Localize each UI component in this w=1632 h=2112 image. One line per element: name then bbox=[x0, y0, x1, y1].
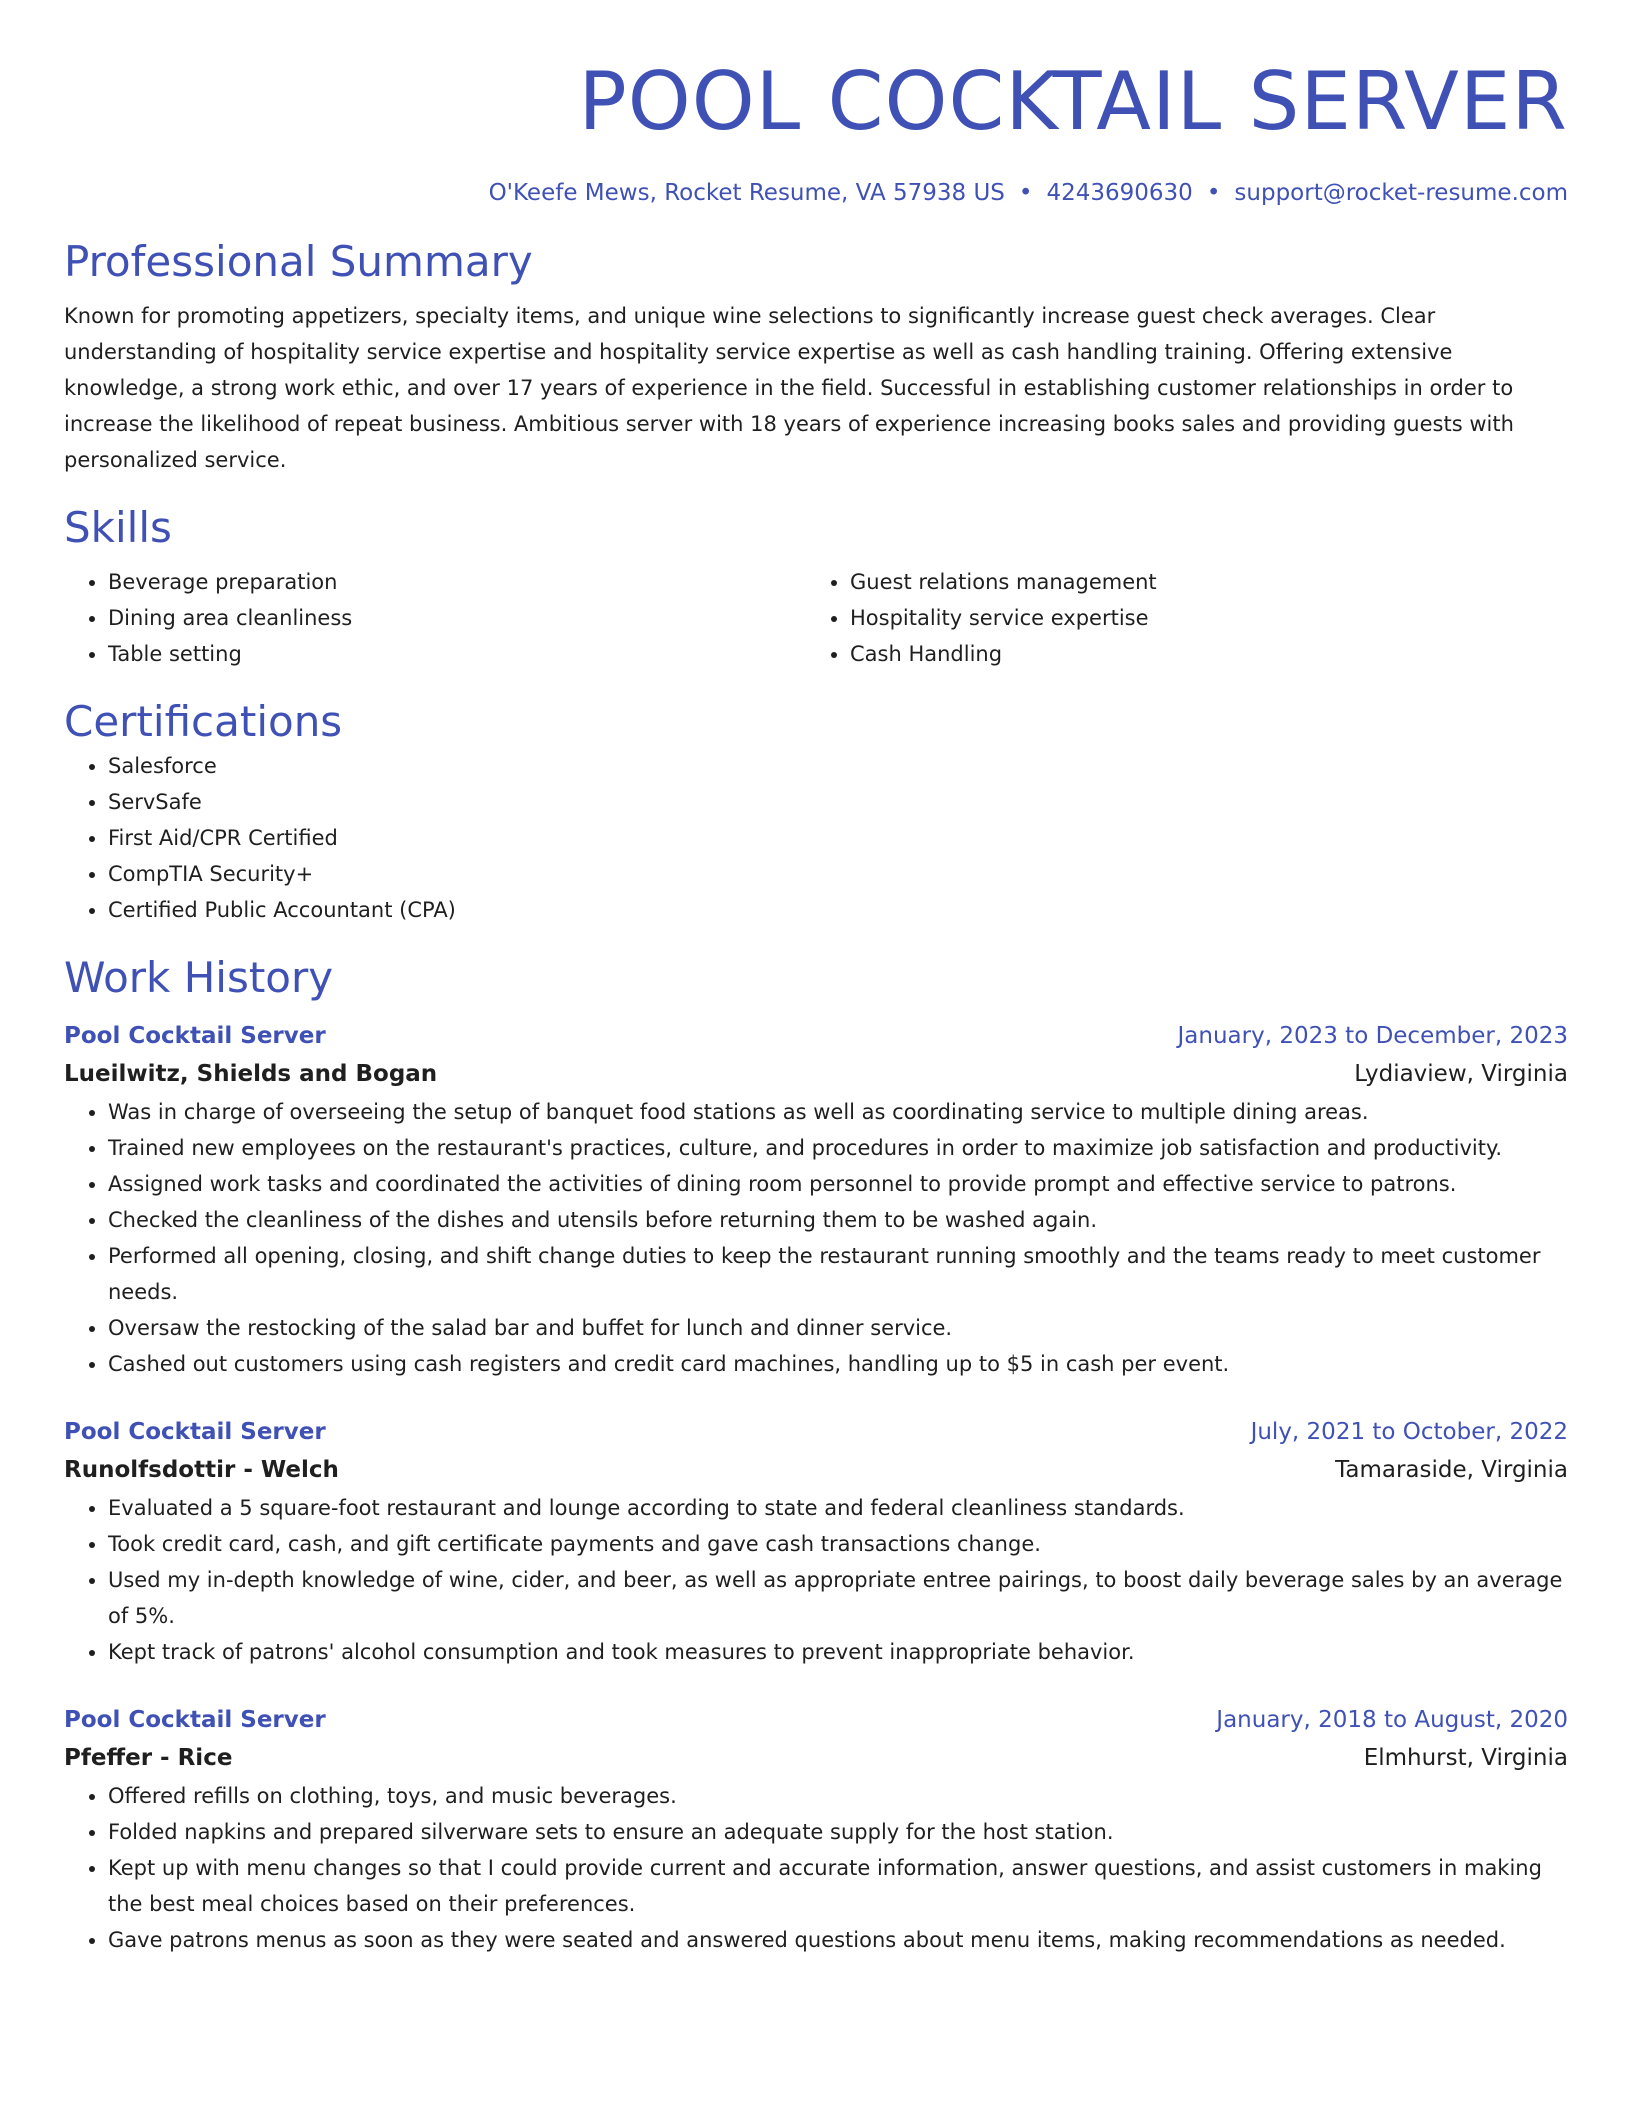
job-duties-list bbox=[64, 1490, 1568, 1670]
job-location: Lydiaview, Virginia bbox=[1354, 1061, 1568, 1087]
job-duty: • Took credit card, cash, and gift certificate payments and gave cash transactions change. bbox=[108, 1526, 1568, 1562]
contact-separator: • bbox=[1206, 180, 1221, 206]
certification-item: • CompTIA Security+ bbox=[108, 856, 1568, 892]
skill-item: • Guest relations management bbox=[850, 564, 1548, 600]
contact-separator: • bbox=[1018, 180, 1033, 206]
contact-address: O'Keefe Mews, Rocket Resume, VA 57938 US bbox=[488, 180, 1005, 206]
job-duties-list bbox=[64, 1094, 1568, 1382]
job-entry bbox=[64, 1702, 1568, 1958]
certification-item: • ServSafe bbox=[108, 784, 1568, 820]
job-duty: • Assigned work tasks and coordinated the activities of dining room personnel to provide prompt and effective service to patrons. bbox=[108, 1166, 1568, 1202]
summary-text: Known for promoting appetizers, specialty items, and unique wine selections to significantly increase guest check averages. Clear understanding of hospitality service expertise and hospitality service expertise as well as cash handling training. Offering extensive knowledge, a strong work ethic, and over 17 years of experience in the field. Successful in establishing customer relationships in order to increase the likelihood of repeat business. Ambitious server with 18 years of experience increasing books sales and providing guests with personalized service. bbox=[64, 304, 1514, 472]
contact-line bbox=[64, 178, 1568, 208]
job-location: Elmhurst, Virginia bbox=[1363, 1745, 1568, 1771]
job-company: Pfeffer - Rice bbox=[64, 1745, 233, 1771]
job-duty: • Cashed out customers using cash registers and credit card machines, handling up to $5 in cash per event. bbox=[108, 1346, 1568, 1382]
certification-item: • First Aid/CPR Certified bbox=[108, 820, 1568, 856]
contact-phone: 4243690630 bbox=[1046, 180, 1193, 206]
job-duty: • Folded napkins and prepared silverware sets to ensure an adequate supply for the host station. bbox=[108, 1814, 1568, 1850]
summary-heading: Professional Summary bbox=[64, 237, 533, 286]
job-duty: • Was in charge of overseeing the setup of banquet food stations as well as coordinating service to multiple dining areas. bbox=[108, 1094, 1568, 1130]
job-duty: • Gave patrons menus as soon as they were seated and answered questions about menu items, making recommendations as needed. bbox=[108, 1922, 1568, 1958]
job-duty: • Oversaw the restocking of the salad bar and buffet for lunch and dinner service. bbox=[108, 1310, 1568, 1346]
skill-item: • Table setting bbox=[108, 636, 806, 672]
job-duty: • Kept up with menu changes so that I could provide current and accurate information, answer questions, and assist customers in making the best meal choices based on their preferences. bbox=[108, 1850, 1568, 1922]
job-duties-list bbox=[64, 1778, 1568, 1958]
job-role: Pool Cocktail Server bbox=[64, 1023, 326, 1049]
contact-email[interactable]: support@rocket-resume.com bbox=[1234, 180, 1568, 206]
skills-heading: Skills bbox=[64, 503, 172, 552]
skill-item: • Cash Handling bbox=[850, 636, 1548, 672]
job-company: Runolfsdottir - Welch bbox=[64, 1457, 339, 1483]
job-dates: January, 2023 to December, 2023 bbox=[1177, 1023, 1568, 1049]
job-location: Tamaraside, Virginia bbox=[1335, 1457, 1568, 1483]
job-duty: • Trained new employees on the restaurant's practices, culture, and procedures in order to maximize job satisfaction and productivity. bbox=[108, 1130, 1568, 1166]
job-duty: • Evaluated a 5 square-foot restaurant and lounge according to state and federal cleanliness standards. bbox=[108, 1490, 1568, 1526]
job-role: Pool Cocktail Server bbox=[64, 1419, 326, 1445]
job-duty: • Performed all opening, closing, and shift change duties to keep the restaurant running smoothly and the teams ready to meet customer needs. bbox=[108, 1238, 1568, 1310]
job-duty: • Used my in-depth knowledge of wine, cider, and beer, as well as appropriate entree pairings, to boost daily beverage sales by an average of 5%. bbox=[108, 1562, 1568, 1634]
skill-item: • Dining area cleanliness bbox=[108, 600, 806, 636]
job-entry bbox=[64, 1018, 1568, 1382]
job-duty: • Kept track of patrons' alcohol consumption and took measures to prevent inappropriate behavior. bbox=[108, 1634, 1568, 1670]
certifications-heading: Certifications bbox=[64, 697, 343, 746]
job-company: Lueilwitz, Shields and Bogan bbox=[64, 1061, 438, 1087]
job-role: Pool Cocktail Server bbox=[64, 1707, 326, 1733]
skills-column-left bbox=[64, 564, 806, 672]
certifications-list bbox=[64, 748, 1568, 928]
skills-column-right bbox=[806, 564, 1548, 672]
skill-item: • Hospitality service expertise bbox=[850, 600, 1548, 636]
job-dates: January, 2018 to August, 2020 bbox=[1216, 1707, 1568, 1733]
skill-item: • Beverage preparation bbox=[108, 564, 806, 600]
certification-item: • Certified Public Accountant (CPA) bbox=[108, 892, 1568, 928]
job-dates: July, 2021 to October, 2022 bbox=[1250, 1419, 1568, 1445]
job-duty: • Offered refills on clothing, toys, and music beverages. bbox=[108, 1778, 1568, 1814]
skills-list bbox=[64, 564, 1568, 672]
resume-title: POOL COCKTAIL SERVER bbox=[578, 55, 1568, 148]
job-entry bbox=[64, 1414, 1568, 1670]
work-history-heading: Work History bbox=[64, 953, 334, 1002]
certification-item: • Salesforce bbox=[108, 748, 1568, 784]
job-duty: • Checked the cleanliness of the dishes and utensils before returning them to be washed again. bbox=[108, 1202, 1568, 1238]
